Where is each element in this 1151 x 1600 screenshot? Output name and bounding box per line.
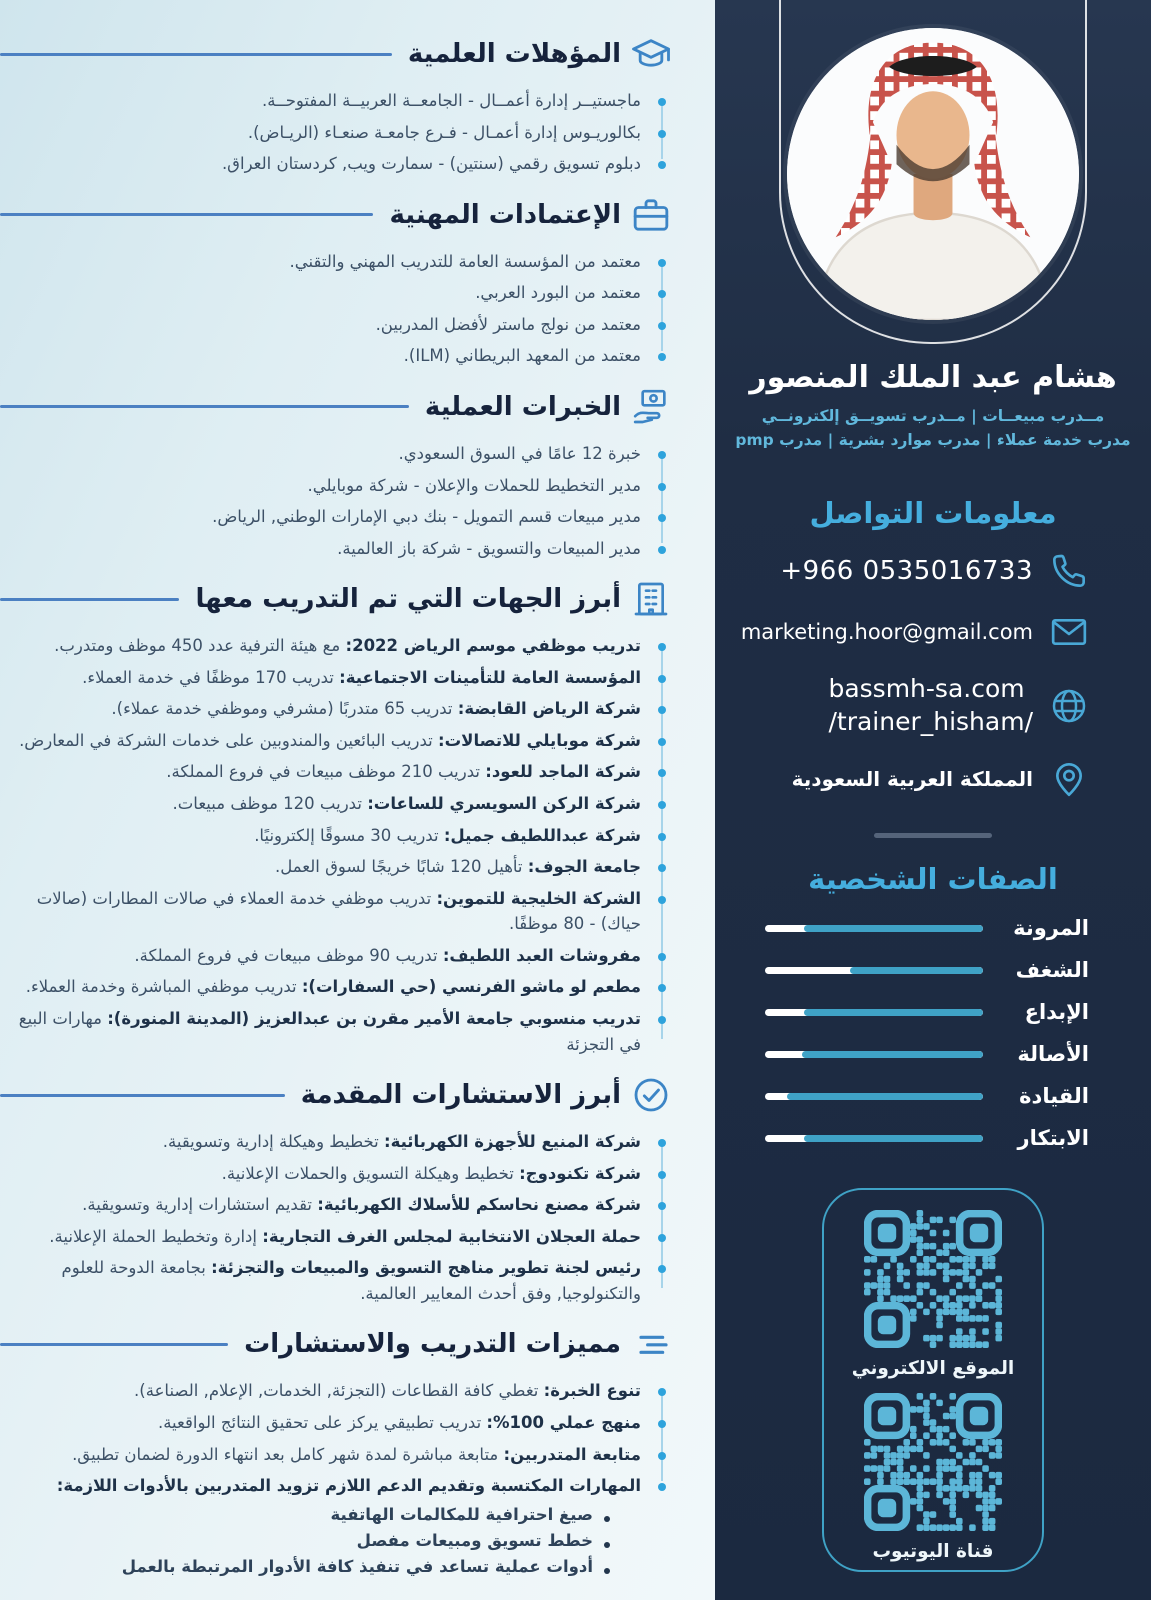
item-text: تخطيط وهيكلة التسويق والحملات الإعلانية.	[221, 1163, 520, 1183]
list-item	[14, 280, 641, 306]
website-line2: /trainer_hisham/	[828, 706, 1033, 736]
section-header	[0, 387, 671, 427]
section-features	[0, 1324, 671, 1575]
item-text: تدريب موظفي المباشرة وخدمة العملاء.	[25, 977, 302, 997]
trait-row	[765, 1000, 1089, 1024]
item-text: تدريب 65 متدربًا (مشرفي وموظفي خدمة عملاء).	[111, 699, 458, 719]
list-item	[14, 791, 641, 817]
sidebar	[715, 0, 1151, 1600]
item-bold: شركة مصنع نحاسكم للأسلاك الكهربائية:	[317, 1195, 641, 1215]
sub-list-item: صيغ احترافية للمكالمات الهاتفية	[14, 1505, 593, 1524]
item-bold: متابعة المتدربين:	[503, 1444, 641, 1464]
item-text: معتمد من البورد العربي.	[475, 283, 641, 303]
section-title: الخبرات العملية	[424, 391, 621, 422]
list-item	[14, 1410, 641, 1436]
list-item	[14, 728, 641, 754]
list-item	[14, 943, 641, 969]
trait-bar	[765, 1051, 983, 1058]
contact-website[interactable]	[733, 673, 1089, 738]
trait-bar	[765, 1009, 983, 1016]
item-bold: المؤسسة العامة للتأمينات الاجتماعية:	[339, 667, 641, 687]
section-items	[0, 431, 671, 561]
section-rule	[0, 405, 409, 408]
section-header	[0, 1075, 671, 1115]
list-item	[14, 536, 641, 562]
location-pin-icon	[1049, 759, 1089, 799]
youtube-qr-label: قناة اليوتيوب	[872, 1541, 994, 1563]
item-bold: شركة تكنودوج:	[519, 1163, 641, 1183]
list-item	[14, 1006, 641, 1057]
section-items	[0, 78, 671, 177]
section-title: المؤهلات العلمية	[407, 39, 621, 69]
section-experience	[0, 387, 671, 561]
list-item	[14, 759, 641, 785]
section-items	[0, 623, 671, 1057]
item-bold: تنوع الخبرة:	[543, 1381, 641, 1401]
item-bold: الشركة الخليجية للتموين:	[436, 888, 641, 908]
list-item	[14, 1192, 641, 1218]
item-text: تدريب موظفي خدمة العملاء في صالات المطارات (صالات حياك) - 80 موظفًا.	[36, 888, 641, 934]
youtube-qr-code[interactable]	[864, 1393, 1002, 1531]
trait-bar	[765, 925, 983, 932]
item-text: تدريب 170 موظفًا في خدمة العملاء.	[82, 667, 340, 687]
section-header	[0, 195, 671, 235]
qr-frame	[822, 1188, 1044, 1572]
item-text: معتمد من المؤسسة العامة للتدريب المهني والتقني.	[289, 251, 641, 271]
item-bold: تدريب منسوبي جامعة الأمير مقرن بن عبدالعزيز (المدينة المنورة):	[107, 1008, 641, 1028]
person-name: هشام عبد الملك المنصور	[749, 360, 1117, 395]
section-subitems	[0, 1505, 671, 1576]
item-text: مهارات البيع في التجزئة	[18, 1008, 641, 1054]
item-text: تغطي كافة القطاعات (التجزئة, الخدمات, الإعلام, الصناعة).	[134, 1381, 544, 1401]
item-bold: جامعة الجوف:	[527, 857, 641, 877]
item-text: بكالوريـوس إدارة أعمـال - فـرع جامعـة صنعـاء (الريـاض).	[247, 122, 641, 142]
contact-list	[715, 551, 1151, 799]
list-item	[14, 504, 641, 530]
item-text: تدريب 210 موظف مبيعات في فروع المملكة.	[166, 762, 486, 782]
item-text: متابعة مباشرة لمدة شهر كامل بعد انتهاء الدورة لضمان تطبيق.	[72, 1444, 504, 1464]
website-qr-code[interactable]	[864, 1210, 1002, 1348]
section-trained-entities	[0, 579, 671, 1057]
list-item	[14, 1255, 641, 1306]
section-qualifications	[0, 34, 671, 177]
item-text: خبرة 12 عامًا في السوق السعودي.	[398, 443, 641, 463]
trait-row	[765, 916, 1089, 940]
section-title: الإعتمادات المهنية	[389, 199, 621, 230]
item-text: تأهيل 120 شابًا خريجًا لسوق العمل.	[275, 857, 528, 877]
trait-bar	[765, 1135, 983, 1142]
section-rule	[0, 53, 392, 56]
item-text: مدير المبيعات والتسويق - شركة باز العالمية.	[337, 538, 641, 558]
location-value: المملكة العربية السعودية	[791, 767, 1033, 792]
trait-label: الأصالة	[1017, 1042, 1089, 1067]
person-title-line1: مــدرب مبيعــات | مــدرب تسويــق إلكترونــي	[761, 407, 1105, 425]
list-item	[14, 665, 641, 691]
list-item	[14, 696, 641, 722]
item-text: معتمد من نولج ماستر لأفضل المدربين.	[375, 314, 641, 334]
trait-fill	[802, 1051, 983, 1058]
email-address: marketing.hoor@gmail.com	[740, 620, 1033, 645]
item-text: دبلوم تسويق رقمي (سنتين) - سمارت ويب, كردستان العراق.	[221, 154, 641, 174]
section-items	[0, 239, 671, 369]
envelope-icon	[1049, 612, 1089, 652]
graduation-cap-icon	[631, 34, 671, 74]
item-bold: رئيس لجنة تطوير مناهج التسويق والمبيعات والتجزئة:	[211, 1258, 641, 1278]
item-bold: مفروشات العبد اللطيف:	[442, 945, 641, 965]
item-text: بجامعة الدوحة للعلوم والتكنولوجيا, وفق أحدث المعايير العالمية.	[61, 1258, 641, 1303]
person-title-line2: مدرب خدمة عملاء | مدرب موارد بشرية | مدرب pmp	[735, 431, 1131, 450]
section-header	[0, 579, 671, 619]
briefcase-icon	[631, 195, 671, 235]
section-rule	[0, 598, 179, 601]
list-item	[14, 151, 641, 177]
item-text: ماجستيــر إدارة أعمــال - الجامعــة العربيــة المفتوحــة.	[261, 91, 641, 110]
item-text: مدير مبيعات قسم التمويل - بنك دبي الإمارات الوطني, الرياض.	[212, 507, 641, 527]
sub-list-item: خطط تسويق ومبيعات مفصل	[14, 1531, 593, 1550]
section-header	[0, 1324, 671, 1364]
trait-bar	[765, 967, 983, 974]
list-item	[14, 886, 641, 937]
item-bold: شركة عبداللطيف جميل:	[443, 825, 641, 845]
item-bold: تدريب موظفي موسم الرياض 2022:	[345, 636, 641, 656]
traits-heading: الصفات الشخصية	[808, 862, 1058, 897]
contact-phone[interactable]	[733, 551, 1089, 591]
list-item	[14, 823, 641, 849]
trait-row	[765, 1126, 1089, 1150]
list-item	[14, 1442, 641, 1468]
section-consultations	[0, 1075, 671, 1306]
item-bold: المهارات المكتسبة وتقديم الدعم اللازم تزويد المتدربين بالأدوات اللازمة:	[56, 1476, 641, 1496]
item-text: تدريب 90 موظف مبيعات في فروع المملكة.	[134, 945, 443, 965]
phone-number: +966 0535016733	[780, 556, 1033, 587]
building-icon	[631, 579, 671, 619]
phone-icon	[1049, 551, 1089, 591]
item-bold: شركة المنيع للأجهزة الكهربائية:	[383, 1132, 641, 1152]
globe-icon	[1049, 686, 1089, 726]
trait-row	[765, 1042, 1089, 1066]
item-bold: شركة الرياض القابضة:	[457, 699, 641, 719]
item-text: تدريب البائعين والمندوبين على خدمات الشركة في المعارض.	[19, 730, 438, 750]
list-item	[14, 473, 641, 499]
item-text: معتمد من المعهد البريطاني (ILM).	[403, 346, 641, 366]
item-bold: شركة الماجد للعود:	[485, 762, 641, 782]
item-bold: حملة العجلان الانتخابية لمجلس الغرف التجارية:	[262, 1226, 641, 1246]
list-item	[14, 1224, 641, 1250]
item-text: تخطيط وهيكلة إدارية وتسويقية.	[162, 1132, 384, 1152]
trait-bar	[765, 1093, 983, 1100]
list-item	[14, 633, 641, 659]
list-item	[14, 974, 641, 1000]
trait-label: المرونة	[1013, 916, 1089, 941]
website-line1: bassmh-sa.com	[828, 674, 1025, 704]
trait-row	[765, 1084, 1089, 1108]
list-item	[14, 249, 641, 275]
list-icon	[631, 1324, 671, 1364]
item-text: مع هيئة الترفية عدد 450 موظف ومتدرب.	[54, 636, 346, 656]
trait-fill	[804, 1009, 983, 1016]
list-item	[14, 1129, 641, 1155]
item-text: تقديم استشارات إدارية وتسويقية.	[82, 1195, 318, 1215]
list-item	[14, 1378, 641, 1404]
sub-list-item: أدوات عملية تساعد في تنفيذ كافة الأدوار المرتبطة بالعمل	[14, 1557, 593, 1576]
section-rule	[0, 213, 373, 216]
list-item	[14, 1161, 641, 1187]
trait-row	[765, 958, 1089, 982]
trait-label: الابتكار	[1017, 1126, 1089, 1151]
contact-location	[733, 759, 1089, 799]
item-text: تدريب 120 موظف مبيعات.	[172, 794, 368, 813]
section-header	[0, 34, 671, 74]
list-item	[14, 441, 641, 467]
hand-money-icon	[631, 387, 671, 427]
trait-fill	[787, 1093, 983, 1100]
trait-fill	[850, 967, 983, 974]
section-items	[0, 1368, 671, 1498]
list-item	[14, 854, 641, 880]
section-title: أبرز الاستشارات المقدمة	[300, 1080, 621, 1111]
section-divider	[874, 833, 992, 838]
person-titles	[715, 404, 1151, 452]
trait-label: الشغف	[1015, 958, 1089, 983]
list-item	[14, 343, 641, 369]
contact-heading: معلومات التواصل	[809, 496, 1057, 531]
section-rule	[0, 1343, 228, 1346]
website-url	[828, 673, 1033, 738]
item-bold: مطعم لو ماشو الفرنسي (حي السفارات):	[301, 977, 641, 997]
contact-email[interactable]	[733, 612, 1089, 652]
traits-list	[715, 916, 1151, 1150]
section-title: أبرز الجهات التي تم التدريب معها	[195, 584, 621, 615]
list-item	[14, 1473, 641, 1499]
list-item	[14, 120, 641, 146]
section-rule	[0, 1094, 285, 1097]
item-bold: منهج عملي 100%:	[486, 1413, 641, 1432]
list-item	[14, 312, 641, 338]
trait-fill	[804, 1135, 983, 1142]
trait-label: القيادة	[1019, 1084, 1089, 1109]
item-text: مدير التخطيط للحملات والإعلان - شركة موبايلي.	[307, 475, 641, 495]
trait-label: الإبداع	[1024, 1000, 1089, 1025]
item-bold: شركة الركن السويسري للساعات:	[367, 794, 641, 813]
check-circle-icon	[631, 1075, 671, 1115]
trait-fill	[804, 925, 983, 932]
identity-block	[715, 0, 1151, 452]
list-item	[14, 88, 641, 114]
item-text: إدارة وتخطيط الحملة الإعلانية.	[49, 1226, 263, 1246]
item-text: تدريب تطبيقي يركز على تحقيق النتائج الواقعية.	[157, 1413, 487, 1432]
section-accreditations	[0, 195, 671, 369]
section-title: مميزات التدريب والاستشارات	[244, 1329, 621, 1360]
website-qr-label: الموقع الالكتروني	[851, 1358, 1015, 1380]
section-items	[0, 1119, 671, 1306]
item-text: تدريب 30 مسوقًا إلكترونيًا.	[254, 825, 444, 845]
item-bold: شركة موبايلي للاتصالات:	[438, 730, 641, 750]
